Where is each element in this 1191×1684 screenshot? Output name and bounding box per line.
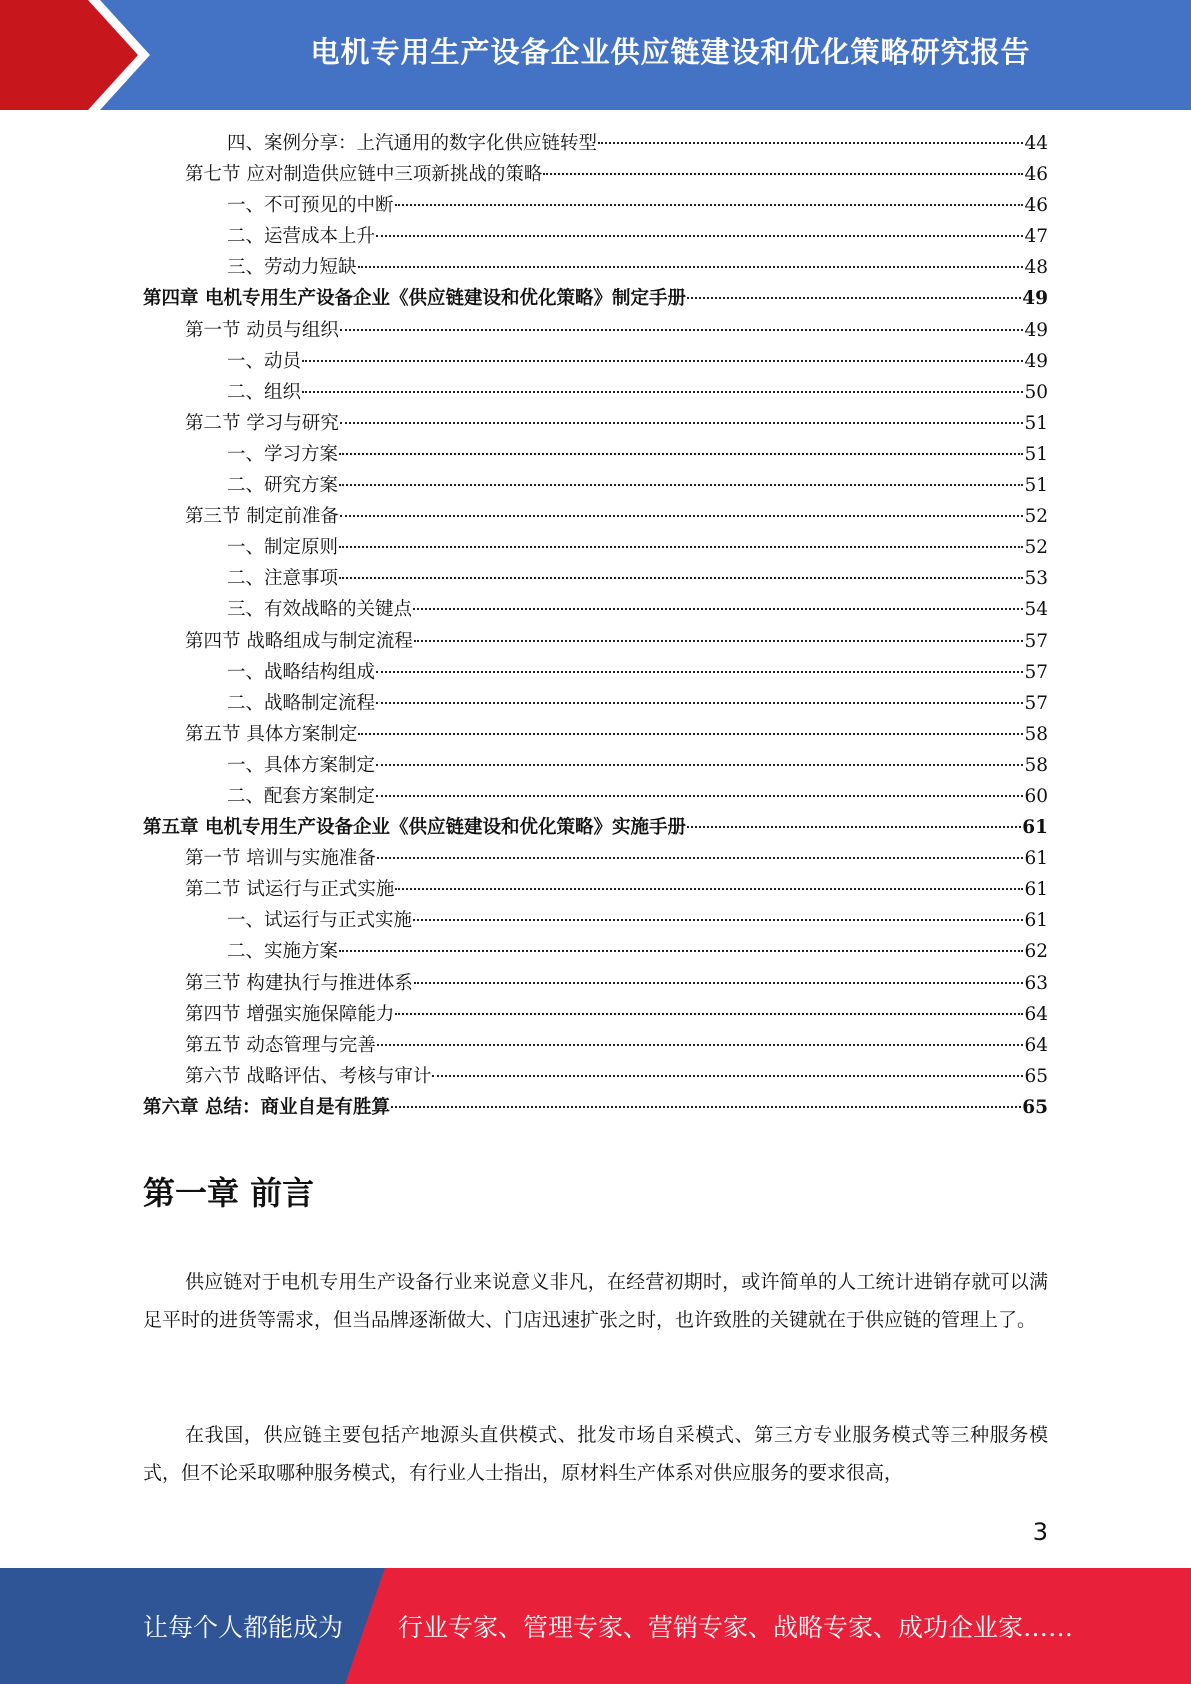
toc-entry-title: 第五节 具体方案制定 <box>185 723 358 745</box>
toc-entry-title: 第四章 电机专用生产设备企业《供应链建设和优化策略》制定手册 <box>143 288 686 310</box>
toc-entry-title: 第五节 动态管理与完善 <box>185 1034 376 1056</box>
toc-entry-title: 第三节 制定前准备 <box>185 506 339 528</box>
toc-entry-page: 46 <box>1024 195 1048 217</box>
toc-entry-page: 48 <box>1024 257 1048 279</box>
toc-entry-title: 一、战略结构组成 <box>227 661 376 683</box>
toc-entry-title: 一、学习方案 <box>227 443 339 465</box>
toc-entry-title: 第二节 试运行与正式实施 <box>185 879 395 901</box>
report-title: 电机专用生产设备企业供应链建设和优化策略研究报告 <box>310 34 1031 69</box>
toc-entry-page: 44 <box>1024 133 1048 154</box>
toc-dot-leader <box>377 1044 1024 1046</box>
toc-entry-page: 50 <box>1024 381 1048 403</box>
toc-dot-leader <box>376 764 1023 766</box>
toc-entry[interactable] <box>143 626 1048 657</box>
toc-dot-leader <box>376 702 1023 704</box>
toc-dot-leader <box>687 826 1021 828</box>
toc-dot-leader <box>598 142 1023 144</box>
toc-dot-leader <box>395 204 1024 206</box>
toc-entry-page: 61 <box>1024 879 1048 901</box>
toc-dot-leader <box>376 235 1023 237</box>
toc-entry-page: 58 <box>1024 723 1048 745</box>
toc-entry[interactable] <box>143 377 1048 408</box>
toc-entry-page: 49 <box>1024 350 1048 372</box>
toc-entry-page: 57 <box>1024 692 1048 714</box>
toc-dot-leader <box>377 857 1024 859</box>
toc-entry-title: 二、战略制定流程 <box>227 692 376 714</box>
toc-entry[interactable] <box>143 128 1048 159</box>
toc-entry-title: 第四节 战略组成与制定流程 <box>185 630 413 652</box>
toc-entry-title: 第二节 学习与研究 <box>185 412 339 434</box>
toc-dot-leader <box>414 982 1024 984</box>
toc-entry[interactable] <box>143 812 1048 843</box>
toc-entry-page: 57 <box>1024 661 1048 683</box>
toc-dot-leader <box>413 919 1023 921</box>
toc-entry-title: 第六章 总结：商业自是有胜算 <box>143 1096 390 1118</box>
toc-entry-page: 51 <box>1024 475 1048 497</box>
toc-dot-leader <box>339 577 1023 579</box>
toc-entry-page: 54 <box>1024 599 1048 621</box>
toc-entry-page: 52 <box>1024 506 1048 528</box>
toc-entry[interactable] <box>143 159 1048 190</box>
toc-entry[interactable] <box>143 283 1048 314</box>
toc-dot-leader <box>358 266 1024 268</box>
toc-entry[interactable] <box>143 501 1048 532</box>
paragraph: 供应链对于电机专用生产设备行业来说意义非凡，在经营初期时，或许简单的人工统计进销存就可以满足平时的进货等需求，但当品牌逐渐做大、门店迅速扩张之时，也许致胜的关键就在于供应链的管理上了。 <box>143 1271 1048 1331</box>
toc-entry-title: 第五章 电机专用生产设备企业《供应链建设和优化策略》实施手册 <box>143 817 686 839</box>
toc-entry[interactable] <box>143 905 1048 936</box>
toc-dot-leader <box>339 484 1023 486</box>
toc-entry-page: 49 <box>1022 288 1048 310</box>
toc-entry-title: 二、运营成本上升 <box>227 226 376 248</box>
toc-entry-page: 49 <box>1024 319 1048 341</box>
toc-entry-title: 一、动员 <box>227 350 302 372</box>
toc-entry-title: 第一节 培训与实施准备 <box>185 848 376 870</box>
header-band <box>0 0 1191 110</box>
toc-dot-leader <box>395 888 1023 890</box>
toc-entry[interactable] <box>143 221 1048 252</box>
toc-entry-title: 第七节 应对制造供应链中三项新挑战的策略 <box>185 164 543 186</box>
toc-entry[interactable] <box>143 532 1048 563</box>
toc-dot-leader <box>339 950 1023 952</box>
toc-dot-leader <box>340 515 1024 517</box>
toc-dot-leader <box>391 1106 1021 1108</box>
toc-entry-page: 62 <box>1024 941 1048 963</box>
toc-entry-page: 51 <box>1024 412 1048 434</box>
footer-band <box>0 1568 1191 1684</box>
toc-entry[interactable] <box>143 408 1048 439</box>
toc-entry-page: 58 <box>1024 754 1048 776</box>
toc-dot-leader <box>413 608 1023 610</box>
toc-entry-title: 第六节 战略评估、考核与审计 <box>185 1065 432 1087</box>
toc-entry-title: 一、具体方案制定 <box>227 754 376 776</box>
chapter-title: 第一章 前言 <box>143 1174 315 1212</box>
toc-entry-page: 65 <box>1024 1065 1048 1087</box>
toc-dot-leader <box>376 795 1023 797</box>
toc-entry[interactable] <box>143 999 1048 1030</box>
toc-entry[interactable] <box>143 315 1048 346</box>
toc-entry-title: 二、配套方案制定 <box>227 785 376 807</box>
toc-entry[interactable] <box>143 843 1048 874</box>
toc-entry-page: 63 <box>1024 972 1048 994</box>
toc-entry-page: 65 <box>1022 1096 1048 1118</box>
toc-entry-title: 二、研究方案 <box>227 475 339 497</box>
toc-entry-title: 二、注意事项 <box>227 568 339 590</box>
toc-dot-leader <box>414 640 1024 642</box>
footer-slogan-left: 让每个人都能成为 <box>143 1613 344 1642</box>
toc-entry[interactable] <box>143 1061 1048 1092</box>
toc-entry-title: 三、有效战略的关键点 <box>227 599 413 621</box>
toc-entry[interactable] <box>143 563 1048 594</box>
header-arrow-decoration <box>0 0 160 110</box>
toc-entry-page: 61 <box>1024 848 1048 870</box>
toc-entry[interactable] <box>143 750 1048 781</box>
toc-entry[interactable] <box>143 657 1048 688</box>
toc-entry[interactable] <box>143 1092 1048 1123</box>
toc-entry-title: 一、制定原则 <box>227 537 339 559</box>
toc-dot-leader <box>302 360 1023 362</box>
toc-entry-page: 64 <box>1024 1003 1048 1025</box>
toc-entry-title: 四、案例分享：上汽通用的数字化供应链转型 <box>227 133 598 154</box>
toc-entry-title: 第三节 构建执行与推进体系 <box>185 972 413 994</box>
toc-entry[interactable] <box>143 874 1048 905</box>
toc-dot-leader <box>687 297 1021 299</box>
toc-entry[interactable] <box>143 470 1048 501</box>
toc-dot-leader <box>339 453 1023 455</box>
toc-entry-title: 二、实施方案 <box>227 941 339 963</box>
toc-entry-page: 57 <box>1024 630 1048 652</box>
toc-entry-page: 51 <box>1024 443 1048 465</box>
toc-entry[interactable] <box>143 719 1048 750</box>
toc-entry[interactable] <box>143 252 1048 283</box>
toc-entry[interactable] <box>143 439 1048 470</box>
toc-entry-page: 64 <box>1024 1034 1048 1056</box>
toc-entry-page: 47 <box>1024 226 1048 248</box>
toc-entry-title: 一、试运行与正式实施 <box>227 910 413 932</box>
toc-entry[interactable] <box>143 594 1048 625</box>
toc-dot-leader <box>340 329 1024 331</box>
toc-entry[interactable] <box>143 688 1048 719</box>
toc-entry[interactable] <box>143 1030 1048 1061</box>
toc-dot-leader <box>358 733 1023 735</box>
toc-entry-page: 61 <box>1022 817 1048 839</box>
toc-entry[interactable] <box>143 190 1048 221</box>
toc-entry-title: 第一节 动员与组织 <box>185 319 339 341</box>
toc-entry-page: 52 <box>1024 537 1048 559</box>
toc-dot-leader <box>395 1013 1023 1015</box>
toc-entry[interactable] <box>143 781 1048 812</box>
toc-entry[interactable] <box>143 968 1048 999</box>
toc-entry-title: 一、不可预见的中断 <box>227 195 394 217</box>
toc-dot-leader <box>302 391 1023 393</box>
footer-slogan-right: 行业专家、管理专家、营销专家、战略专家、成功企业家…… <box>398 1613 1074 1642</box>
page-number: 3 <box>1032 1518 1048 1546</box>
table-of-contents <box>143 128 1048 1123</box>
paragraph: 在我国，供应链主要包括产地源头直供模式、批发市场自采模式、第三方专业服务模式等三种服务模式，但不论采取哪种服务模式，有行业人士指出，原材料生产体系对供应服务的要求很高， <box>143 1424 1048 1484</box>
toc-entry[interactable] <box>143 936 1048 967</box>
toc-entry-page: 46 <box>1024 164 1048 186</box>
toc-entry-page: 61 <box>1024 910 1048 932</box>
toc-entry-title: 三、劳动力短缺 <box>227 257 357 279</box>
toc-dot-leader <box>339 546 1023 548</box>
toc-entry-title: 第四节 增强实施保障能力 <box>185 1003 395 1025</box>
toc-entry[interactable] <box>143 346 1048 377</box>
toc-dot-leader <box>340 422 1024 424</box>
toc-dot-leader <box>376 671 1023 673</box>
toc-dot-leader <box>543 173 1023 175</box>
toc-entry-page: 60 <box>1024 785 1048 807</box>
toc-dot-leader <box>432 1075 1023 1077</box>
toc-entry-title: 二、组织 <box>227 381 302 403</box>
toc-entry-page: 53 <box>1024 568 1048 590</box>
